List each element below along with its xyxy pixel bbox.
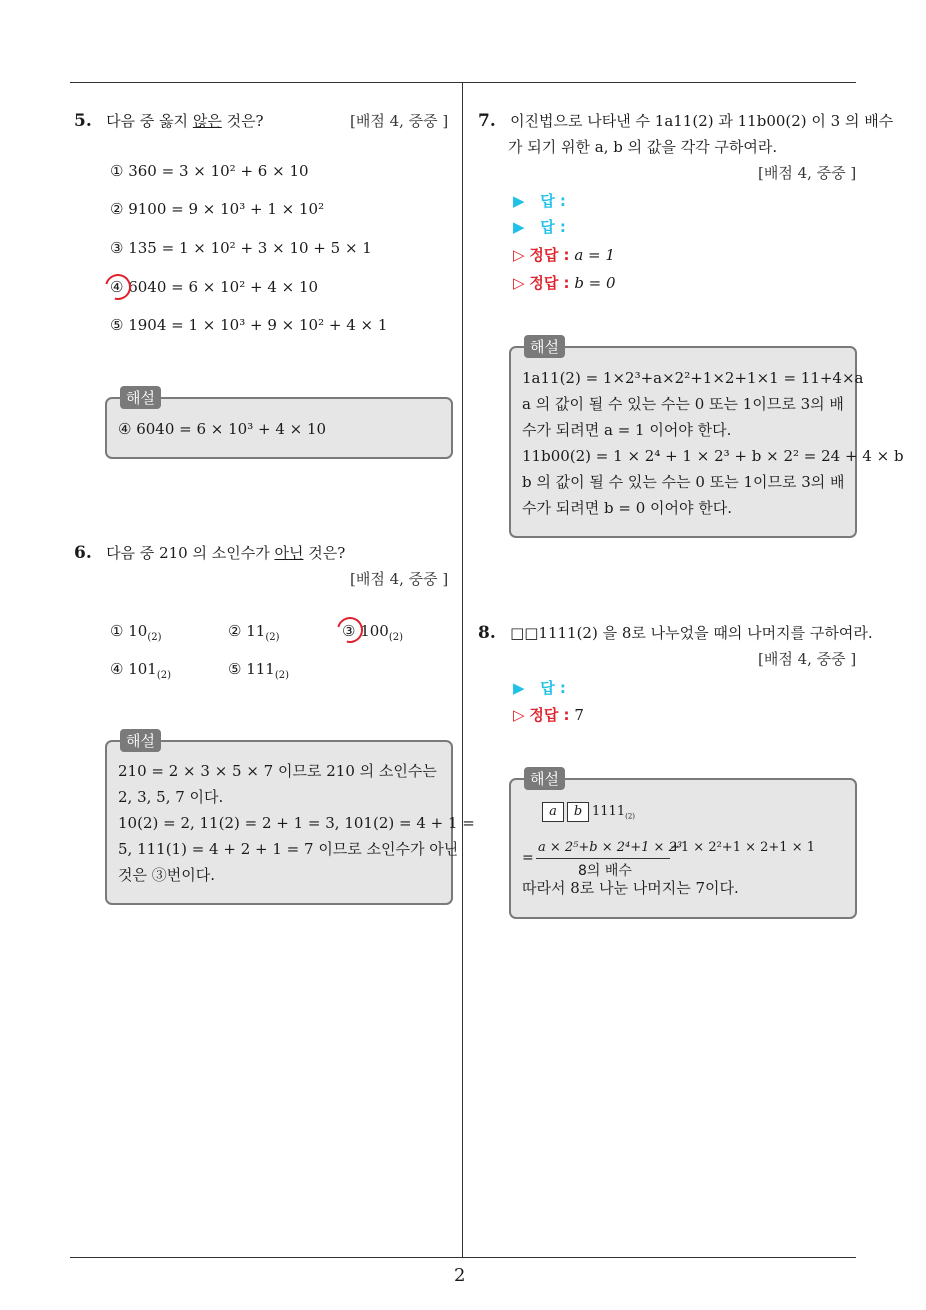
q8-fraction-line: [536, 858, 670, 859]
q6-option-4[interactable]: ④ $101_{(2)}$: [110, 660, 172, 681]
play-icon: ▶: [513, 192, 525, 210]
q6-explain-line-4: 5, 111(1) = 4 + 2 + 1 = 7 이므로 소인수가 아닌: [118, 840, 459, 858]
q5-option-1[interactable]: ① 360 = 3 × 10² + 6 × 10: [110, 162, 309, 180]
triangle-outline-icon: ▷: [513, 246, 525, 264]
q5-text-after: 것은?: [221, 112, 264, 130]
q5-option-2[interactable]: ② 9100 = 9 × 10³ + 1 × 10²: [110, 200, 325, 218]
q8-score: [배점 4, 중중 ]: [758, 650, 857, 668]
q6-text-after: 것은?: [303, 544, 346, 562]
q5-score: [배점 4, 중중 ]: [350, 112, 449, 130]
q6-explain-line-2: 2, 3, 5, 7 이다.: [118, 788, 224, 806]
q8-number: 8.: [478, 623, 496, 643]
column-divider: [462, 82, 463, 1258]
q7-explain-line-4: 11b00(2) = 1 × 2⁴ + 1 × 2³ + b × 2² = 24 + 4 × b: [522, 447, 904, 465]
q7-answer-2[interactable]: ▶ 답 :: [513, 218, 566, 236]
q7-explain-line-3: 수가 되려면 a = 1 이어야 한다.: [522, 421, 732, 439]
q7-score: [배점 4, 중중 ]: [758, 164, 857, 182]
q8-explain-tag: 해설: [524, 767, 565, 790]
q8-text: □□1111(2) 을 8로 나누었을 때의 나머지를 구하여라.: [510, 624, 873, 642]
q7-explain-line-1: 1a11(2) = 1×2³+a×2²+1×2+1×1 = 11+4×a: [522, 369, 864, 387]
triangle-outline-icon: ▷: [513, 706, 525, 724]
q6-explain-line-5: 것은 ③번이다.: [118, 866, 215, 884]
square-b: b: [567, 802, 589, 822]
q7-explain-line-5: b 의 값이 될 수 있는 수는 0 또는 1이므로 3의 배: [522, 473, 845, 491]
q6-explain-line-1: 210 = 2 × 3 × 5 × 7 이므로 210 의 소인수는: [118, 762, 437, 780]
q8-conclusion: 따라서 8로 나눈 나머지는 7이다.: [522, 879, 739, 897]
q7-answer-1[interactable]: ▶ 답 :: [513, 192, 566, 210]
q6-text-before: 다음 중 210 의 소인수가: [106, 544, 275, 562]
q7-text-line-2: 가 되기 위한 a, b 의 값을 각각 구하여라.: [508, 138, 778, 156]
q8-denominator: 8의 배수: [578, 863, 632, 879]
q5-selected-circle: [100, 269, 136, 305]
q6-number: 6.: [74, 543, 92, 563]
q8-eq-sign: =: [522, 850, 534, 866]
q7-header-line-1: [478, 110, 893, 131]
q7-correct-2: ▷ 정답 : b = 0: [513, 274, 616, 292]
q6-option-5[interactable]: ⑤ $111_{(2)}$: [228, 660, 290, 681]
bottom-rule: [70, 1257, 856, 1258]
q7-explain-line-2: a 의 값이 될 수 있는 수는 0 또는 1이므로 3의 배: [522, 395, 844, 413]
q7-explain-line-6: 수가 되려면 b = 0 이어야 한다.: [522, 499, 732, 517]
q7-explain-tag: 해설: [524, 335, 565, 358]
q8-answer[interactable]: ▶ 답 :: [513, 679, 566, 697]
q5-header: [74, 110, 264, 131]
q7-text-line-1: 이진법으로 나타낸 수 1a11(2) 과 11b00(2) 이 3 의 배수: [510, 112, 894, 130]
q8-numerator: a × 2⁵+b × 2⁴+1 × 2³: [538, 840, 683, 855]
q7-correct-1: ▷ 정답 : a = 1: [513, 246, 615, 264]
q8-rest: +1 × 2²+1 × 2+1 × 1: [670, 840, 815, 855]
q6-explain-tag: 해설: [120, 729, 161, 752]
top-rule: [70, 82, 856, 83]
page-number: 2: [454, 1265, 466, 1286]
square-a: a: [542, 802, 564, 822]
q7-number: 7.: [478, 111, 496, 131]
q6-header: [74, 542, 345, 563]
triangle-outline-icon: ▷: [513, 274, 525, 292]
q5-explain-tag: 해설: [120, 386, 161, 409]
q8-header: [478, 622, 873, 643]
q5-number: 5.: [74, 111, 92, 131]
q8-squares: a b $1111_{(2)}$: [542, 802, 635, 822]
q5-option-5[interactable]: ⑤ 1904 = 1 × 10³ + 9 × 10² + 4 × 1: [110, 316, 388, 334]
q5-option-3[interactable]: ③ 135 = 1 × 10² + 3 × 10 + 5 × 1: [110, 239, 372, 257]
q6-option-2[interactable]: ② $11_{(2)}$: [228, 622, 280, 643]
play-icon: ▶: [513, 679, 525, 697]
q6-text-underline: 아닌: [274, 544, 304, 562]
q6-option-3[interactable]: ③ $100_{(2)}$: [342, 622, 404, 643]
q8-correct: ▷ 정답 : 7: [513, 706, 584, 724]
q5-text-underline: 않은: [192, 112, 222, 130]
q6-score: [배점 4, 중중 ]: [350, 570, 449, 588]
q5-explain-text: ④ 6040 = 6 × 10³ + 4 × 10: [118, 420, 327, 438]
q5-option-4[interactable]: ④ 6040 = 6 × 10² + 4 × 10: [110, 278, 319, 296]
play-icon: ▶: [513, 218, 525, 236]
q5-text-before: 다음 중 옳지: [106, 112, 193, 130]
q6-explain-line-3: 10(2) = 2, 11(2) = 2 + 1 = 3, 101(2) = 4 + 1 =: [118, 814, 475, 832]
q6-option-1[interactable]: ① $10_{(2)}$: [110, 622, 162, 643]
